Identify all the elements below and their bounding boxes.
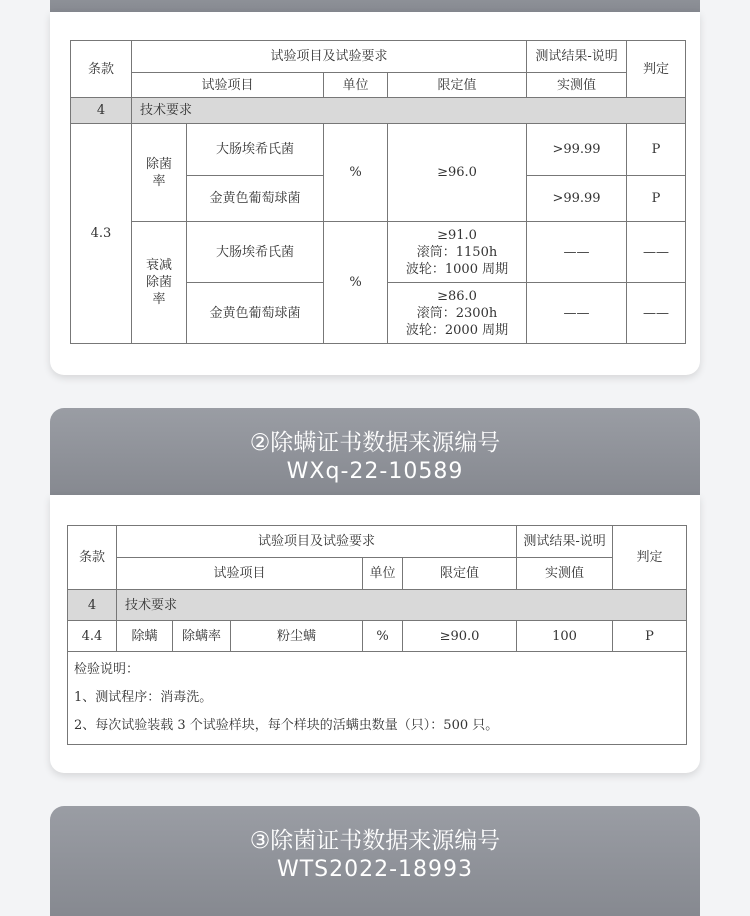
- card-2: [50, 495, 700, 773]
- item-ecoli: 大肠埃希氏菌: [187, 222, 324, 283]
- anti-mite-table: [67, 525, 687, 745]
- item-ecoli: 大肠埃希氏菌: [187, 124, 324, 176]
- result: ——: [527, 222, 627, 283]
- card-1-header: [50, 0, 700, 12]
- item-staph: 金黄色葡萄球菌: [187, 176, 324, 222]
- header-verdict: 判定: [627, 41, 686, 98]
- result: 100: [517, 621, 613, 652]
- header-measured: 实测值: [527, 73, 627, 98]
- group-decay-rate: 衰减除菌率: [132, 222, 187, 344]
- item-mite-removal: 除螨: [117, 621, 173, 652]
- header-result: 测试结果-说明: [517, 526, 613, 558]
- section-label: 技术要求: [117, 590, 687, 621]
- item-dust-mite: 粉尘螨: [231, 621, 363, 652]
- verdict: P: [627, 124, 686, 176]
- section-num: 4: [71, 98, 132, 124]
- unit: %: [363, 621, 403, 652]
- unit: %: [324, 222, 388, 344]
- header-items-req: 试验项目及试验要求: [132, 41, 527, 73]
- header-clause: 条款: [71, 41, 132, 98]
- card-code: WXq-22-10589: [286, 459, 464, 484]
- header-measured: 实测值: [517, 558, 613, 590]
- card-3-header: [50, 806, 700, 916]
- clause-4-4: 4.4: [68, 621, 117, 652]
- card-title: ③除菌证书数据来源编号: [249, 828, 501, 854]
- card-2-header: [50, 408, 700, 495]
- card-1: [50, 12, 700, 375]
- item-mite-rate: 除螨率: [173, 621, 231, 652]
- antibacterial-table: [70, 40, 686, 344]
- header-items-req: 试验项目及试验要求: [117, 526, 517, 558]
- header-unit: 单位: [324, 73, 388, 98]
- test-notes: 检验说明： 1、测试程序：消毒洗。 2、每次试验装载 3 个试验样块，每个样块的活螨虫数量（只）：500 只。: [68, 652, 687, 745]
- verdict: ——: [627, 222, 686, 283]
- header-result: 测试结果-说明: [527, 41, 627, 73]
- header-item: 试验项目: [117, 558, 363, 590]
- unit: %: [324, 124, 388, 222]
- verdict: P: [627, 176, 686, 222]
- header-unit: 单位: [363, 558, 403, 590]
- card-code: WTS2022-18993: [276, 857, 474, 882]
- result: >99.99: [527, 124, 627, 176]
- limit-value: ≥96.0: [388, 124, 527, 222]
- result: ——: [527, 283, 627, 344]
- limit-value: ≥91.0 滚筒：1150h 波轮：1000 周期: [388, 222, 527, 283]
- header-limit: 限定值: [388, 73, 527, 98]
- header-limit: 限定值: [403, 558, 517, 590]
- item-staph: 金黄色葡萄球菌: [187, 283, 324, 344]
- verdict: P: [613, 621, 687, 652]
- result: >99.99: [527, 176, 627, 222]
- limit-value: ≥86.0 滚筒：2300h 波轮：2000 周期: [388, 283, 527, 344]
- group-removal-rate: 除菌率: [132, 124, 187, 222]
- card-title: ②除螨证书数据来源编号: [249, 430, 501, 456]
- header-verdict: 判定: [613, 526, 687, 590]
- limit-value: ≥90.0: [403, 621, 517, 652]
- section-label: 技术要求: [132, 98, 686, 124]
- header-clause: 条款: [68, 526, 117, 590]
- clause-4-3: 4.3: [71, 124, 132, 344]
- section-num: 4: [68, 590, 117, 621]
- verdict: ——: [627, 283, 686, 344]
- header-item: 试验项目: [132, 73, 324, 98]
